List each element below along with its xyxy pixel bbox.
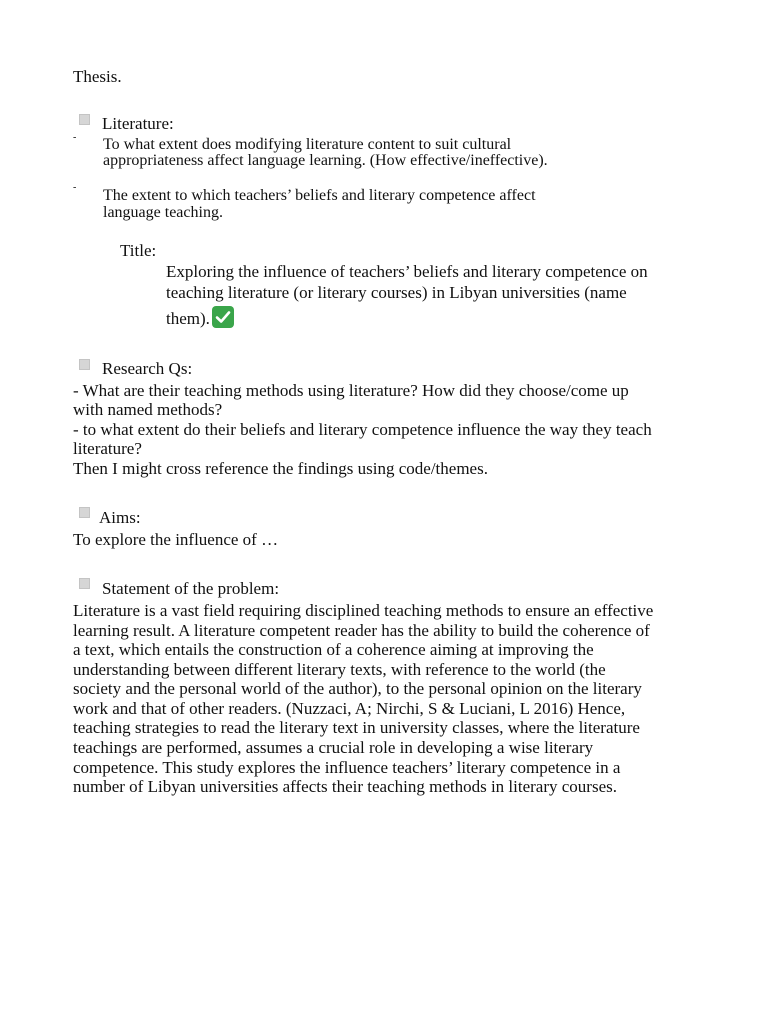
problem-line-9: competence. This study explores the influence teachers’ literary competence in a [73,758,621,777]
research-qs-label: Research Qs: [102,359,193,378]
title-line-1: Exploring the influence of teachers’ beliefs and literary competence on [166,262,648,281]
literature-item-1-line-2: appropriateness affect language learning. (How effective/ineffective). [103,152,548,169]
research-qs-checkbox[interactable] [79,359,90,370]
aims-checkbox[interactable] [79,507,90,518]
title-line-3 [166,306,234,329]
check-mark-button-icon [212,306,234,328]
problem-line-7: teaching strategies to read the literary text in university classes, where the literature [73,718,640,737]
document-heading: Thesis. [73,67,122,86]
problem-line-4: understanding between different literary texts, with reference to the world (the [73,660,606,679]
problem-label: Statement of the problem: [102,579,280,598]
problem-line-6: work and that of other readers. (Nuzzaci, A; Nirchi, S & Luciani, L 2016) Hence, [73,699,626,718]
aims-text: To explore the influence of … [73,530,279,549]
literature-checkbox[interactable] [79,114,90,125]
title-label: Title: [120,241,157,260]
problem-line-8: teachings are performed, assumes a crucial role in developing a wise literary [73,738,594,757]
research-qs-line-3: - to what extent do their beliefs and literary competence influence the way they teach [73,420,652,439]
literature-item-2-line-2: language teaching. [103,204,223,221]
problem-line-1: Literature is a vast field requiring disciplined teaching methods to ensure an effective [73,601,654,620]
research-qs-line-4: literature? [73,439,142,458]
aims-label: Aims: [99,508,141,527]
problem-line-3: a text, which entails the construction of a coherence aiming at improving the [73,640,594,659]
problem-checkbox[interactable] [79,578,90,589]
title-line-3-text: them). [166,309,210,328]
research-qs-line-5: Then I might cross reference the findings using code/themes. [73,459,488,478]
list-bullet: - [73,182,77,193]
problem-line-2: learning result. A literature competent reader has the ability to build the coherence of [73,621,650,640]
title-line-2: teaching literature (or literary courses) in Libyan universities (name [166,283,627,302]
research-qs-line-2: with named methods? [73,400,223,419]
problem-line-5: society and the personal world of the author), to the personal opinion on the literary [73,679,642,698]
list-bullet: - [73,132,77,143]
literature-item-2-line-1: The extent to which teachers’ beliefs and literary competence affect [103,187,536,204]
problem-line-10: number of Libyan universities affects their teaching methods in literary courses. [73,777,617,796]
research-qs-line-1: - What are their teaching methods using literature? How did they choose/come up [73,381,629,400]
literature-item-1-line-1: To what extent does modifying literature content to suit cultural [103,136,512,153]
literature-label: Literature: [102,114,174,133]
